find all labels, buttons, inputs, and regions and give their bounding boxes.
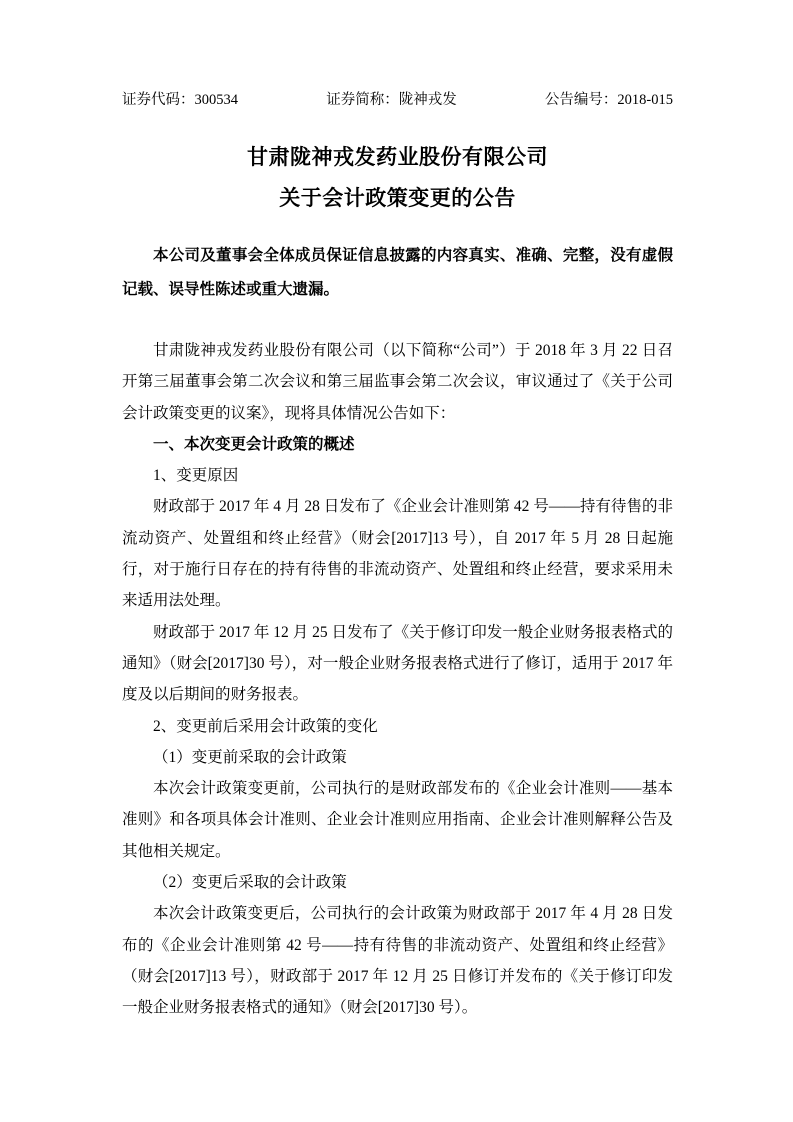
body-paragraph: 2、变更前后采用会计政策的变化 [153, 717, 378, 735]
stock-abbr: 证券简称：陇神戎发 [326, 92, 457, 108]
section-heading: 一、本次变更会计政策的概述 [153, 435, 355, 453]
document-body [122, 335, 673, 1024]
company-title: 甘肃陇神戎发药业股份有限公司 [247, 145, 548, 169]
body-paragraph: 财政部于 2017 年 12 月 25 日发布了《关于修订印发一般企业财务报表格式的通知》（财会[2017]30 号），对一般企业财务报表格式进行了修订，适用于 2017 年度及以后期间的财务报表。 [122, 623, 673, 704]
disclaimer-paragraph: 本公司及董事会全体成员保证信息披露的内容真实、准确、完整，没有虚假记载、误导性陈述或重大遗漏。 [122, 247, 673, 298]
body-paragraph: （1）变更前采取的会计政策 [153, 748, 347, 766]
announcement-title: 关于会计政策变更的公告 [279, 186, 516, 210]
body-paragraph: 本次会计政策变更前，公司执行的是财政部发布的《企业会计准则——基本准则》和各项具体会计准则、企业会计准则应用指南、企业会计准则解释公告及其他相关规定。 [122, 780, 673, 860]
body-paragraph: （2）变更后采取的会计政策 [153, 874, 347, 892]
body-paragraph: 财政部于 2017 年 4 月 28 日发布了《企业会计准则第 42 号——持有待售的非流动资产、处置组和终止经营》（财会[2017]13 号），自 2017 年 5 月 28 日起施行，对于施行日存在的持有待售的非流动资产、处置组和终止经营，要求采用未来适用法处理。 [122, 498, 673, 610]
body-paragraph: 1、变更原因 [153, 467, 239, 485]
body-paragraph: 甘肃陇神戎发药业股份有限公司（以下简称“公司”）于 2018 年 3 月 22 日召开第三届董事会第二次会议和第三届监事会第二次会议，审议通过了《关于公司会计政策变更的议案》，现将具体情况公告如下： [122, 342, 673, 422]
stock-code: 证券代码：300534 [122, 92, 238, 108]
announcement-number: 公告编号：2018-015 [544, 92, 673, 108]
body-paragraph: 本次会计政策变更后，公司执行的会计政策为财政部于 2017 年 4 月 28 日发布的《企业会计准则第 42 号——持有待售的非流动资产、处置组和终止经营》（财会[2017]13 号），财政部于 2017 年 12 月 25 日修订并发布的《关于修订印发一般企业财务报表格式的通知》（财会[2017]30 号）。 [122, 905, 673, 1017]
document-header [122, 90, 673, 110]
